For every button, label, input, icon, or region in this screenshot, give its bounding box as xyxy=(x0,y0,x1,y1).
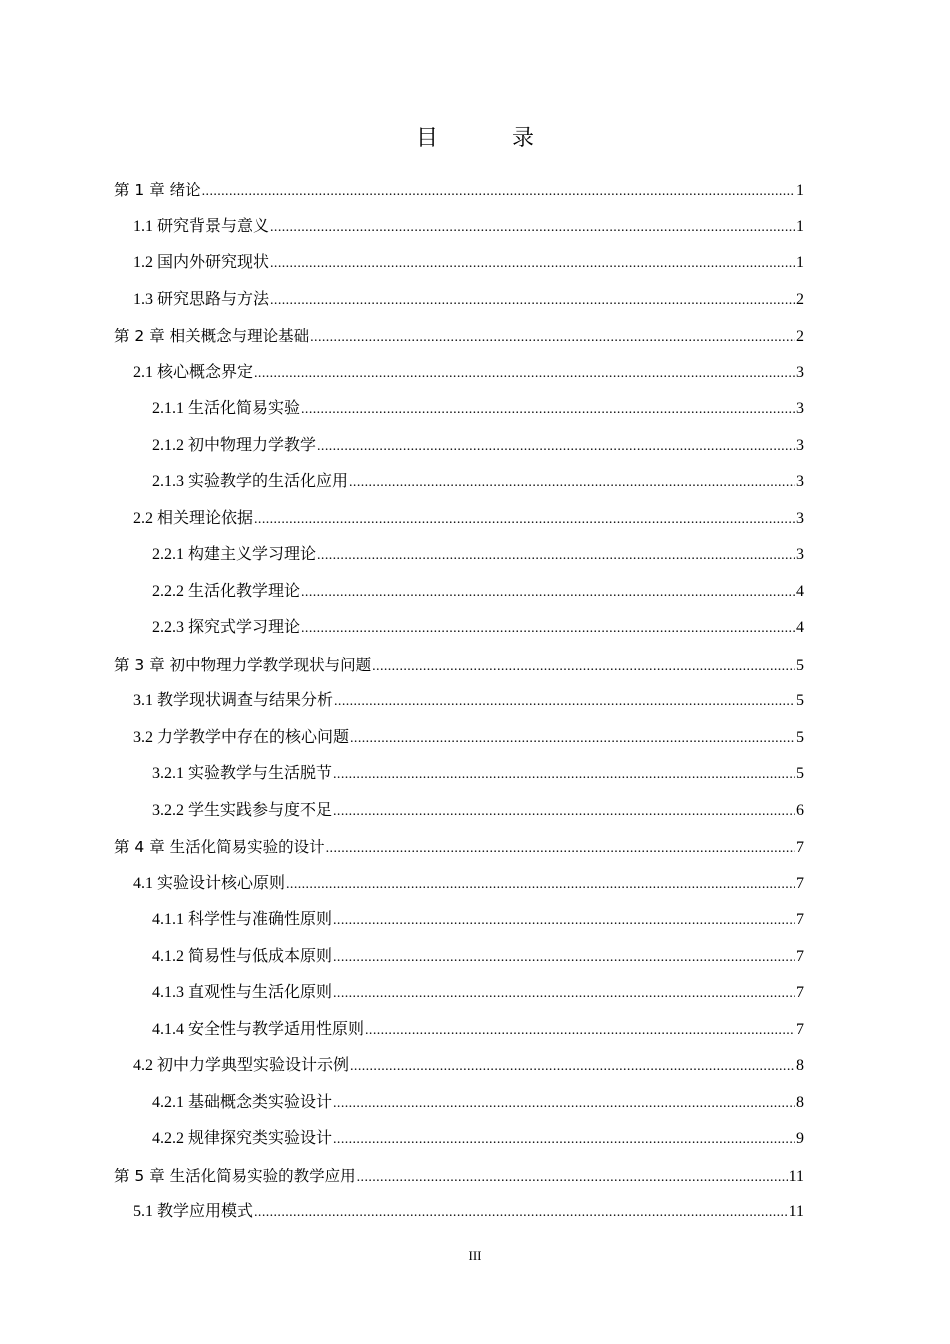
toc-page-number: 3 xyxy=(796,363,804,381)
toc-entry-text: 3.2.1 实验教学与生活脱节 xyxy=(152,765,333,782)
dot-leader xyxy=(333,1122,795,1159)
toc-entry-text: 1.1 研究背景与意义 xyxy=(133,217,270,235)
toc-entry-text: 3.1 教学现状调查与结果分析 xyxy=(133,692,334,709)
toc-entry-text: 2.1.2 初中物理力学教学 xyxy=(152,436,317,454)
toc-page-number: 8 xyxy=(796,1057,804,1074)
toc-page-number: 7 xyxy=(796,911,804,928)
toc-entry-text: 2.2.3 探究式学习理论 xyxy=(152,619,301,636)
toc-entry-text: 4.1.4 安全性与教学适用性原则 xyxy=(152,1020,365,1038)
toc-entry-text: 2.2.1 构建主义学习理论 xyxy=(152,546,317,563)
toc-entry-chapter-4[interactable] xyxy=(114,829,804,866)
toc-entry-4-2[interactable] xyxy=(114,1048,804,1085)
dot-leader xyxy=(301,575,795,612)
toc-page-number: 3 xyxy=(796,546,804,563)
toc-entry-3-2-2[interactable] xyxy=(114,793,804,830)
toc-entry-2-1-3[interactable] xyxy=(114,464,804,501)
dot-leader xyxy=(270,246,795,283)
toc-entry-2-2-3[interactable] xyxy=(114,610,804,647)
toc-entry-text: 第 3 章 初中物理力学教学现状与问题 xyxy=(114,655,372,674)
dot-leader xyxy=(270,210,795,247)
toc-entry-text: 4.2.2 规律探究类实验设计 xyxy=(152,1130,333,1147)
toc-entry-5-1[interactable] xyxy=(114,1194,804,1231)
toc-entry-text: 第 4 章 生活化简易实验的设计 xyxy=(114,838,325,856)
dot-leader xyxy=(333,903,795,940)
dot-leader xyxy=(350,721,795,758)
dot-leader xyxy=(365,1013,795,1050)
toc-page-number: 2 xyxy=(796,328,804,345)
toc-page-number: 3 xyxy=(796,400,804,417)
toc-entry-text: 2.1.1 生活化简易实验 xyxy=(152,400,301,417)
toc-page-number: 1 xyxy=(796,182,804,199)
toc-entry-text: 4.1.2 简易性与低成本原则 xyxy=(152,947,333,965)
toc-entry-2-2-2[interactable] xyxy=(114,574,804,611)
toc-page-number: 7 xyxy=(796,984,804,1001)
dot-leader xyxy=(202,174,795,211)
dot-leader xyxy=(317,538,795,575)
toc-entry-2-2[interactable] xyxy=(114,501,804,538)
toc-entry-text: 4.2 初中力学典型实验设计示例 xyxy=(133,1057,350,1074)
toc-entry-text: 4.1 实验设计核心原则 xyxy=(133,874,286,892)
toc-entry-3-2[interactable] xyxy=(114,720,804,757)
toc-entry-text: 第 2 章 相关概念与理论基础 xyxy=(114,327,310,345)
toc-entry-2-2-1[interactable] xyxy=(114,537,804,574)
toc-page-number: 7 xyxy=(796,874,804,892)
dot-leader xyxy=(334,684,795,721)
dot-leader xyxy=(270,283,795,320)
toc-entry-text: 1.2 国内外研究现状 xyxy=(133,254,270,271)
toc-entry-text: 2.2 相关理论依据 xyxy=(133,509,254,527)
toc-page-number: 5 xyxy=(796,728,804,746)
toc-entry-text: 2.1.3 实验教学的生活化应用 xyxy=(152,473,349,490)
toc-entry-text: 1.3 研究思路与方法 xyxy=(133,290,270,308)
toc-page-number: 3 xyxy=(796,473,804,490)
dot-leader xyxy=(350,1049,795,1086)
toc-page-number: 4 xyxy=(796,582,804,600)
dot-leader xyxy=(349,465,795,502)
toc-entry-1-1[interactable] xyxy=(114,209,804,246)
dot-leader xyxy=(357,1160,788,1197)
toc-entry-text: 4.1.1 科学性与准确性原则 xyxy=(152,911,333,928)
toc-entry-text: 5.1 教学应用模式 xyxy=(133,1203,254,1220)
dot-leader xyxy=(254,502,795,539)
toc-page-number: 11 xyxy=(788,1203,804,1220)
toc-page-number: 5 xyxy=(796,692,804,709)
toc-entry-text: 第 1 章 绪论 xyxy=(114,181,201,199)
toc-entry-text: 第 5 章 生活化简易实验的教学应用 xyxy=(114,1166,356,1185)
toc-entry-1-2[interactable] xyxy=(114,245,804,282)
dot-leader xyxy=(372,649,795,686)
toc-page-number: 4 xyxy=(796,619,804,636)
toc-page-number: 7 xyxy=(796,839,804,856)
toc-entry-text: 4.1.3 直观性与生活化原则 xyxy=(152,984,333,1001)
toc-entry-4-1-2[interactable] xyxy=(114,939,804,976)
toc-entry-text: 4.2.1 基础概念类实验设计 xyxy=(152,1093,333,1111)
toc-page-number: 5 xyxy=(796,656,804,674)
dot-leader xyxy=(301,611,795,648)
toc-entry-3-2-1[interactable] xyxy=(114,756,804,793)
dot-leader xyxy=(254,356,795,393)
toc-page-number: 3 xyxy=(796,436,804,454)
toc-entry-text: 3.2.2 学生实践参与度不足 xyxy=(152,801,333,819)
toc-entry-3-1[interactable] xyxy=(114,683,804,720)
dot-leader xyxy=(286,867,795,904)
dot-leader xyxy=(333,794,795,831)
toc-page-number: 6 xyxy=(796,801,804,819)
toc-entry-chapter-5[interactable] xyxy=(114,1158,804,1195)
dot-leader xyxy=(333,976,795,1013)
toc-entry-text: 2.1 核心概念界定 xyxy=(133,363,254,381)
dot-leader xyxy=(301,392,795,429)
toc-entry-chapter-3[interactable] xyxy=(114,647,804,684)
toc-list xyxy=(114,172,804,1231)
toc-page-number: 2 xyxy=(796,290,804,308)
toc-entry-2-1[interactable] xyxy=(114,355,804,392)
toc-entry-4-2-2[interactable] xyxy=(114,1121,804,1158)
toc-entry-4-1[interactable] xyxy=(114,866,804,903)
dot-leader xyxy=(326,831,795,868)
dot-leader xyxy=(333,757,795,794)
toc-entry-4-2-1[interactable] xyxy=(114,1085,804,1122)
toc-title: 目 录 xyxy=(415,126,560,151)
toc-entry-1-3[interactable] xyxy=(114,282,804,319)
toc-entry-2-1-2[interactable] xyxy=(114,428,804,465)
toc-entry-4-1-1[interactable] xyxy=(114,902,804,939)
dot-leader xyxy=(310,320,795,357)
toc-page-number: 1 xyxy=(796,217,804,235)
dot-leader xyxy=(333,1086,795,1123)
toc-page-number: 5 xyxy=(796,765,804,782)
toc-entry-text: 2.2.2 生活化教学理论 xyxy=(152,582,301,600)
toc-page-number: 1 xyxy=(796,254,804,271)
toc-page-number: 7 xyxy=(796,947,804,965)
dot-leader xyxy=(317,429,795,466)
toc-page-number: 3 xyxy=(796,509,804,527)
dot-leader xyxy=(254,1195,788,1232)
toc-page-number: 7 xyxy=(796,1020,804,1038)
toc-entry-2-1-1[interactable] xyxy=(114,391,804,428)
toc-page-number: 8 xyxy=(796,1093,804,1111)
toc-entry-4-1-3[interactable] xyxy=(114,975,804,1012)
dot-leader xyxy=(333,940,795,977)
toc-entry-text: 3.2 力学教学中存在的核心问题 xyxy=(133,728,350,746)
toc-entry-chapter-2[interactable] xyxy=(114,318,804,355)
toc-page-number: 11 xyxy=(788,1167,804,1185)
page-footer-number: III xyxy=(468,1248,482,1263)
toc-page-number: 9 xyxy=(796,1130,804,1147)
toc-entry-chapter-1[interactable] xyxy=(114,172,804,209)
toc-entry-4-1-4[interactable] xyxy=(114,1012,804,1049)
